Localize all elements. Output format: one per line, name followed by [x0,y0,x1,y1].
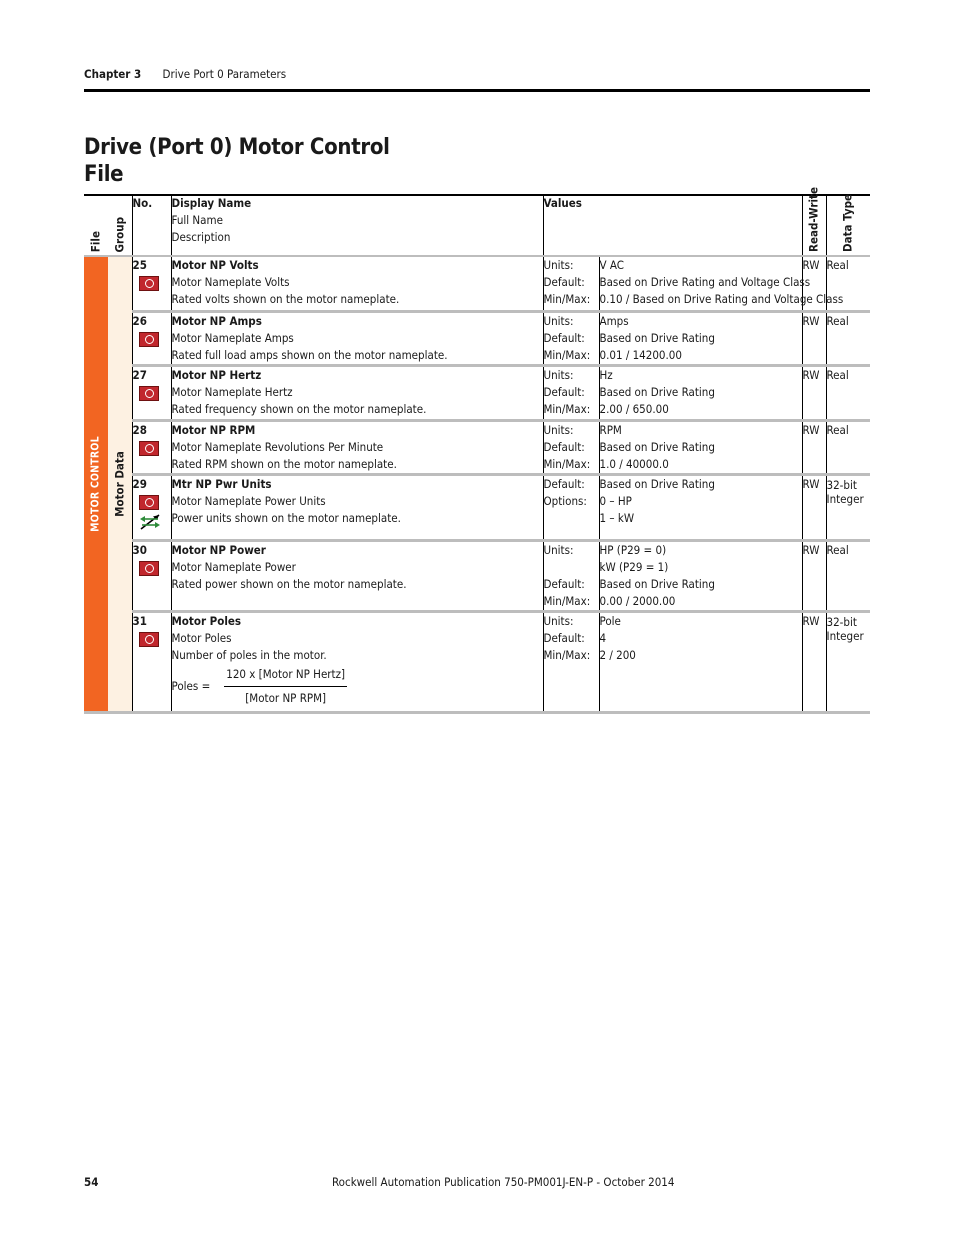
running-header [84,67,286,81]
full-name: Motor Nameplate Hertz [171,384,293,399]
display-name: Motor NP Hertz [171,367,262,382]
header-group: Group [108,195,132,256]
data-type-value: Real [826,422,849,437]
data-type-value-2: Integer [826,628,864,643]
display-name: Motor NP Power [171,542,266,557]
read-write-value: RW [802,613,820,628]
value-text: Hz [599,367,613,382]
value-text: kW (P29 = 1) [599,559,669,574]
param-number-cell [132,540,171,611]
value-label: Units: [543,313,574,328]
stop-icon [139,561,159,576]
formula-fraction [224,666,347,707]
read-write-value: RW [802,367,820,382]
value-text: Based on Drive Rating [599,439,715,454]
data-type-cell [826,420,870,474]
value-texts-cell [599,611,802,712]
header-data-type: Data Type [826,195,870,256]
display-name: Motor Poles [171,613,242,628]
value-labels-cell [543,540,599,611]
data-type-cell [826,611,870,712]
value-text: Based on Drive Rating [599,330,715,345]
read-write-value: RW [802,422,820,437]
value-label: Units: [543,258,574,272]
value-texts-cell [599,365,802,420]
data-type-value-2: Integer [826,491,864,506]
data-type-value: Real [826,542,849,557]
value-text: 2 / 200 [599,647,636,662]
formula-lhs: Poles = [171,678,211,693]
value-label: Default: [543,576,585,591]
stop-icon [139,276,159,291]
param-name-cell [171,474,543,540]
value-label [544,559,599,576]
header-values: Values [543,195,802,256]
value-text: 0.00 / 2000.00 [599,593,676,608]
read-write-cell [802,420,826,474]
full-name: Motor Nameplate Revolutions Per Minute [171,439,384,454]
description: Rated power shown on the motor nameplate. [171,576,407,591]
value-label: Units: [543,367,574,382]
param-name-cell [171,420,543,474]
data-type-value: Real [826,258,849,272]
parameter-table [84,187,870,714]
header-file: File [84,195,108,256]
header-no: No. [132,195,171,256]
value-labels-cell [543,420,599,474]
header-description-label: Description [171,230,231,244]
header-display-name [171,195,543,256]
value-text: V AC [599,258,624,272]
read-write-value: RW [802,258,820,272]
parameter-row [84,611,870,712]
param-name-cell [171,311,543,365]
full-name: Motor Nameplate Power [171,559,296,574]
page-title-line-1: Drive (Port 0) Motor Control [84,135,390,160]
stop-icon [139,332,159,347]
param-name-cell [171,540,543,611]
value-label: Default: [543,330,585,345]
param-number: 30 [132,542,147,557]
read-write-cell [802,311,826,365]
value-label: Options: [543,493,587,508]
value-text: 0.01 / 14200.00 [599,347,682,362]
param-name-cell [171,256,543,311]
value-text: HP (P29 = 0) [599,542,667,557]
formula-numerator: 120 x [Motor NP Hertz] [224,666,347,687]
page-title [84,134,390,188]
value-labels-cell [543,611,599,712]
display-name: Motor NP Amps [171,313,262,328]
value-labels-cell [543,256,599,311]
param-number-cell [132,611,171,712]
data-type-value: 32-bit [826,614,857,629]
data-type-value: Real [826,367,849,382]
value-text: 4 [599,630,607,645]
read-write-cell [802,540,826,611]
data-type-cell [826,540,870,611]
value-texts-cell [599,420,802,474]
parameter-row [84,540,870,611]
description: Rated RPM shown on the motor nameplate. [171,456,397,471]
value-texts-cell [599,311,802,365]
stop-icon [139,441,159,456]
value-label: Min/Max: [543,593,591,608]
display-name: Mtr NP Pwr Units [171,476,272,491]
value-text: Based on Drive Rating [599,476,715,491]
data-type-value: 32-bit [826,477,857,492]
value-labels-cell [543,474,599,540]
value-label: Default: [543,384,585,399]
param-number-cell [132,365,171,420]
param-number-cell [132,474,171,540]
value-label: Default: [543,439,585,454]
value-text: 1.0 / 40000.0 [599,456,669,471]
param-name-cell [171,611,543,712]
description: Rated frequency shown on the motor nameplate. [171,401,427,416]
parameter-row [84,256,870,311]
full-name: Motor Nameplate Volts [171,275,290,289]
read-write-value: RW [802,542,820,557]
page-number: 54 [84,1175,99,1189]
value-label: Units: [543,542,574,557]
value-texts-cell [599,474,802,540]
read-write-value: RW [802,476,820,491]
group-band [108,256,132,712]
read-write-value: RW [802,313,820,328]
value-text: Based on Drive Rating and Voltage Class [599,275,811,289]
data-type-value: Real [826,313,849,328]
description: Rated volts shown on the motor nameplate. [171,292,400,306]
param-number: 26 [132,313,147,328]
value-labels-cell [543,311,599,365]
parameter-row [84,365,870,420]
adjust-icon [139,514,161,530]
param-name-cell [171,365,543,420]
param-number-cell [132,256,171,311]
param-number: 27 [132,367,147,382]
value-labels-cell [543,365,599,420]
data-type-cell [826,365,870,420]
full-name: Motor Poles [171,630,232,645]
param-number: 25 [132,258,147,272]
value-text: Amps [599,313,629,328]
display-name: Motor NP RPM [171,422,256,437]
stop-icon [139,386,159,401]
full-name: Motor Nameplate Power Units [171,493,326,508]
value-label: Units: [543,613,574,628]
param-number-cell [132,311,171,365]
value-label: Default: [543,275,585,289]
value-text: 0.10 / Based on Drive Rating and Voltage Class [599,292,844,306]
value-text: 0 – HP [599,493,632,508]
value-texts-cell [599,540,802,611]
value-label: Units: [543,422,574,437]
data-type-cell [826,311,870,365]
publication-info: Rockwell Automation Publication 750-PM001J-EN-P - October 2014 [332,1175,675,1189]
description: Rated full load amps shown on the motor nameplate. [171,347,448,362]
param-number: 29 [132,476,147,491]
description: Power units shown on the motor nameplate. [171,510,401,525]
section-label: Drive Port 0 Parameters [162,67,287,81]
value-text: RPM [599,422,622,437]
value-text: 1 – kW [599,510,635,525]
page-title-line-2: File [84,162,124,187]
value-label: Min/Max: [543,292,591,306]
value-label: Min/Max: [543,347,591,362]
param-number: 28 [132,422,147,437]
value-label: Min/Max: [543,456,591,471]
read-write-cell [802,611,826,712]
chapter-label: Chapter 3 [84,67,142,81]
read-write-cell [802,365,826,420]
value-label: Min/Max: [543,401,591,416]
param-number-cell [132,420,171,474]
param-number: 31 [132,613,147,628]
header-rule [84,89,870,92]
poles-formula [172,666,543,707]
table-header-row [84,195,870,256]
display-name: Motor NP Volts [171,258,259,272]
value-text: Based on Drive Rating [599,384,715,399]
file-label: MOTOR CONTROL [89,435,102,532]
data-type-cell [826,474,870,540]
stop-icon [139,632,159,647]
formula-denominator: [Motor NP RPM] [245,690,327,705]
read-write-cell [802,474,826,540]
full-name: Motor Nameplate Amps [171,330,294,345]
header-full-name-label: Full Name [171,213,223,227]
description: Number of poles in the motor. [171,647,327,662]
value-label: Min/Max: [543,647,591,662]
value-text: Pole [599,613,621,628]
parameter-row [84,420,870,474]
header-display-name-label: Display Name [171,196,252,210]
value-label: Default: [543,630,585,645]
parameter-row [84,474,870,540]
header-read-write: Read-Write [802,195,826,256]
value-label [544,510,599,527]
parameter-row [84,311,870,365]
file-band [84,256,108,712]
value-text: Based on Drive Rating [599,576,715,591]
value-label: Default: [543,476,585,491]
stop-icon [139,495,159,510]
value-text: 2.00 / 650.00 [599,401,669,416]
group-label: Motor Data [112,450,127,517]
